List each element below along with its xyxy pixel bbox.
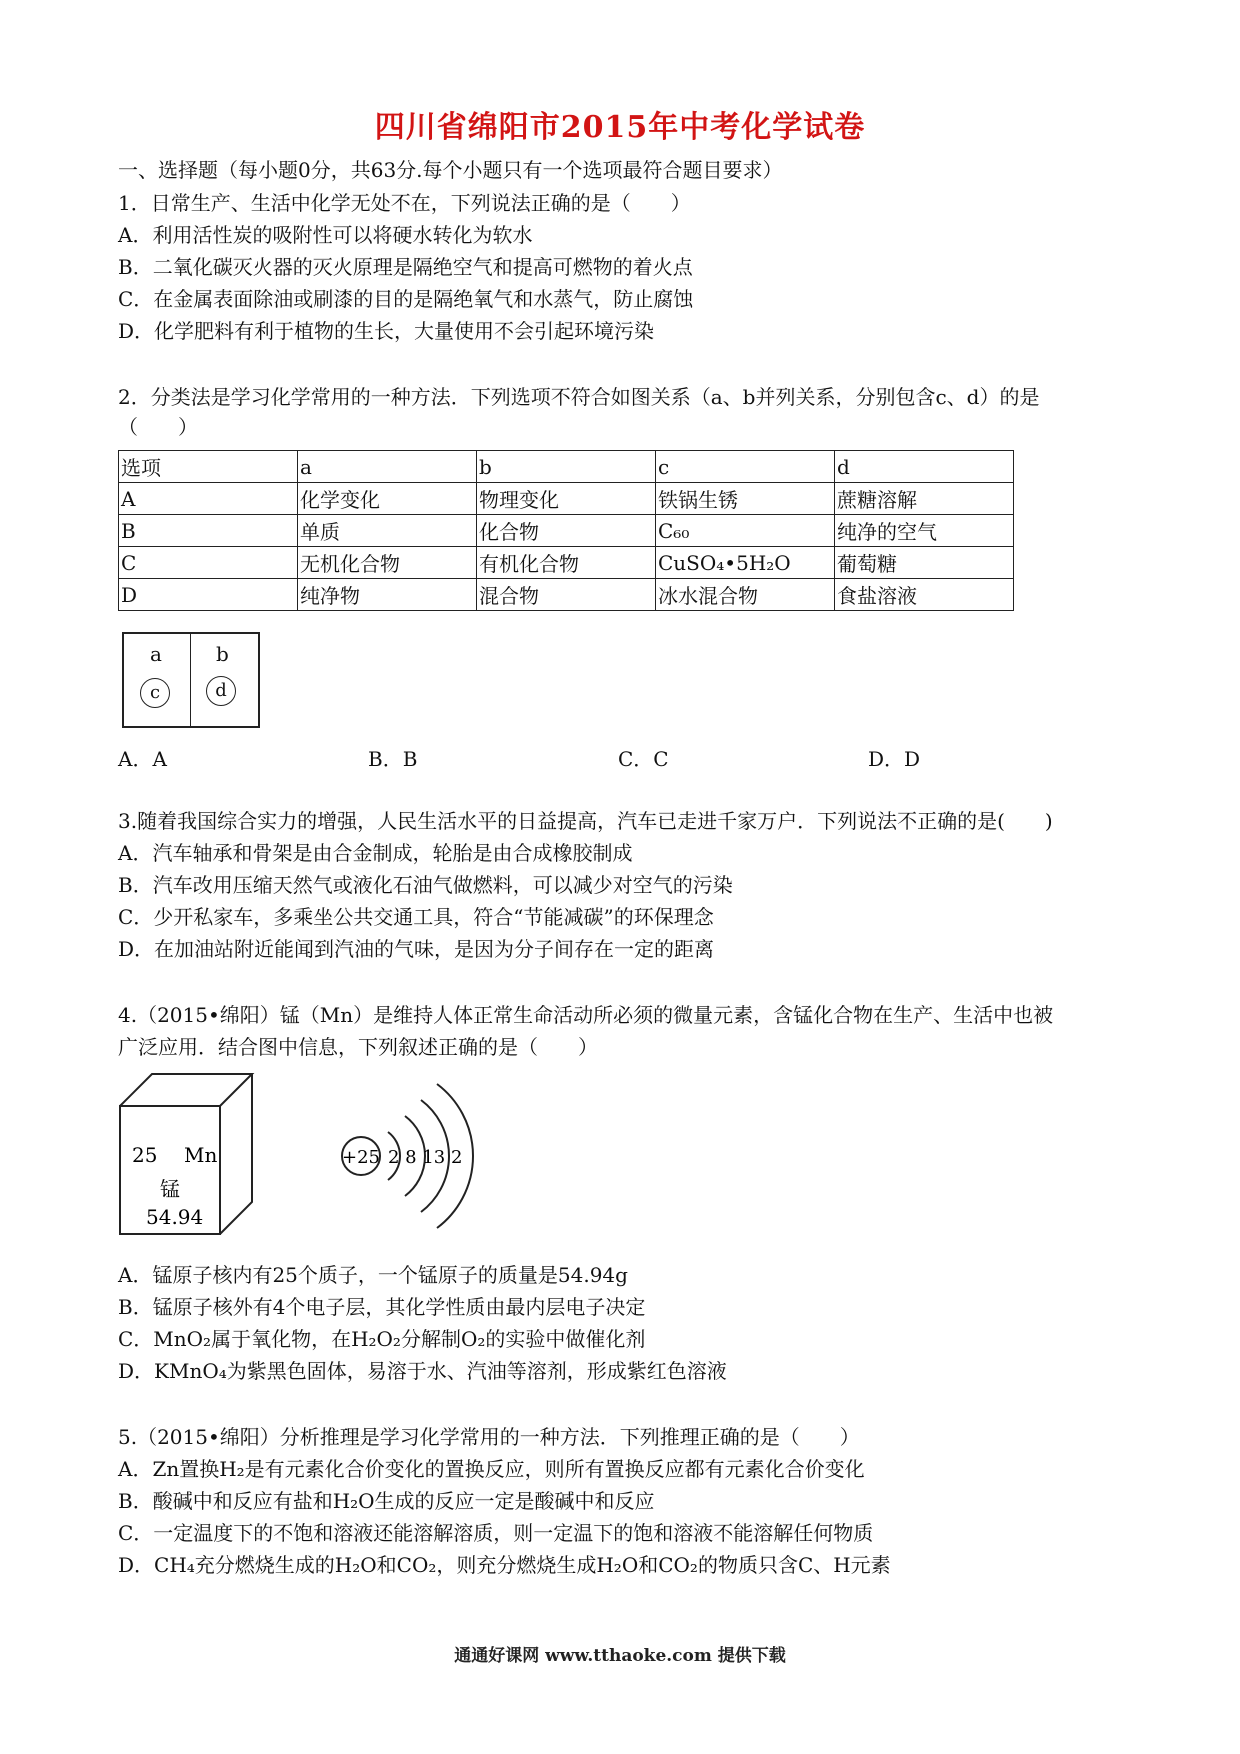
element-tile-side (220, 1074, 252, 1234)
q4-stem-line2: 广泛应用．结合图中信息，下列叙述正确的是（ ） (118, 1035, 598, 1059)
q5-option-b: B．酸碱中和反应有盐和H₂O生成的反应一定是酸碱中和反应 (118, 1489, 655, 1513)
q3-stem: 3.随着我国综合实力的增强，人民生活水平的日益提高，汽车已走进千家万户．下列说法不正确的是( ) (118, 809, 1053, 833)
q2-choice-d: D．D (868, 747, 921, 771)
q1-option-d: D．化学肥料有利于植物的生长，大量使用不会引起环境污染 (118, 319, 655, 343)
q2-choice-c: C．C (618, 747, 669, 771)
table-header-cell: b (477, 451, 656, 483)
element-tile (118, 1070, 268, 1240)
table-cell: 混合物 (477, 579, 656, 611)
diagram-circle-c: c (140, 678, 170, 708)
table-cell: 有机化合物 (477, 547, 656, 579)
q2-choice-a: A．A (118, 747, 167, 771)
table-cell: C₆₀ (656, 515, 835, 547)
element-tile-top (120, 1074, 252, 1106)
q1-option-c: C．在金属表面除油或刷漆的目的是隔绝氧气和水蒸气，防止腐蚀 (118, 287, 694, 311)
q2-stem: 2．分类法是学习化学常用的一种方法．下列选项不符合如图关系（a、b并列关系，分别包含c、d）的是 (118, 385, 1040, 409)
q2-stem-blank: （ ） (118, 415, 198, 439)
q2-options-table (118, 450, 1014, 611)
q3-option-d: D．在加油站附近能闻到汽油的气味，是因为分子间存在一定的距离 (118, 937, 715, 961)
q1-option-b: B．二氧化碳灭火器的灭火原理是隔绝空气和提高可燃物的着火点 (118, 255, 693, 279)
page-title: 四川省绵阳市2015年中考化学试卷 (374, 110, 866, 145)
q5-stem: 5.（2015•绵阳）分析推理是学习化学常用的一种方法．下列推理正确的是（ ） (118, 1425, 860, 1449)
table-cell: 冰水混合物 (656, 579, 835, 611)
q5-option-d: D．CH₄充分燃烧生成的H₂O和CO₂，则充分燃烧生成H₂O和CO₂的物质只含C、H元素 (118, 1553, 891, 1577)
element-symbol: Mn (184, 1143, 218, 1167)
electron-counts: 2 8 13 2 (388, 1147, 463, 1168)
q2-choice-b: B．B (368, 747, 418, 771)
element-name: 锰 (160, 1177, 180, 1201)
q4-stem: 4.（2015•绵阳）锰（Mn）是维持人体正常生命活动所必须的微量元素，含锰化合物在生产、生活中也被 (118, 1003, 1054, 1027)
table-header-row (119, 451, 1014, 483)
table-cell: 蔗糖溶解 (835, 483, 1014, 515)
q5-option-a: A．Zn置换H₂是有元素化合价变化的置换反应，则所有置换反应都有元素化合价变化 (118, 1457, 865, 1481)
table-cell: 纯净物 (298, 579, 477, 611)
table-header-cell: a (298, 451, 477, 483)
table-cell: C (119, 547, 298, 579)
table-row (119, 579, 1014, 611)
diagram-circle-d: d (206, 676, 236, 706)
q5-option-c: C．一定温度下的不饱和溶液还能溶解溶质，则一定温下的饱和溶液不能溶解任何物质 (118, 1521, 874, 1545)
nucleus-charge: +25 (342, 1147, 380, 1168)
diagram-divider (190, 634, 191, 726)
table-cell: 葡萄糖 (835, 547, 1014, 579)
table-row (119, 515, 1014, 547)
q4-option-c: C．MnO₂属于氧化物，在H₂O₂分解制O₂的实验中做催化剂 (118, 1327, 646, 1351)
q3-option-a: A．汽车轴承和骨架是由合金制成，轮胎是由合成橡胶制成 (118, 841, 633, 865)
table-cell: 化学变化 (298, 483, 477, 515)
q1-option-a: A．利用活性炭的吸附性可以将硬水转化为软水 (118, 223, 533, 247)
table-header-cell: c (656, 451, 835, 483)
table-cell: 纯净的空气 (835, 515, 1014, 547)
element-mass: 54.94 (146, 1205, 204, 1229)
q3-option-c: C．少开私家车，多乘坐公共交通工具，符合“节能减碳”的环保理念 (118, 905, 714, 929)
table-cell: 食盐溶液 (835, 579, 1014, 611)
q1-stem: 1．日常生产、生活中化学无处不在，下列说法正确的是（ ） (118, 191, 691, 215)
table-cell: 铁锅生锈 (656, 483, 835, 515)
table-cell: 无机化合物 (298, 547, 477, 579)
diagram-label-a: a (150, 642, 162, 666)
table-cell: A (119, 483, 298, 515)
table-row (119, 547, 1014, 579)
table-cell: D (119, 579, 298, 611)
table-cell: B (119, 515, 298, 547)
q4-option-d: D．KMnO₄为紫黑色固体，易溶于水、汽油等溶剂，形成紫红色溶液 (118, 1359, 727, 1383)
footer-source: 通通好课网 www.tthaoke.com 提供下载 (454, 1646, 786, 1666)
q4-option-a: A．锰原子核内有25个质子，一个锰原子的质量是54.94g (118, 1263, 628, 1287)
table-cell: 化合物 (477, 515, 656, 547)
table-cell: CuSO₄•5H₂O (656, 547, 835, 579)
diagram-label-b: b (216, 642, 229, 666)
table-header-cell: d (835, 451, 1014, 483)
element-number: 25 (132, 1143, 158, 1167)
table-row (119, 483, 1014, 515)
table-cell: 单质 (298, 515, 477, 547)
table-cell: 物理变化 (477, 483, 656, 515)
atom-structure-diagram (330, 1070, 480, 1240)
table-header-cell: 选项 (119, 451, 298, 483)
q3-option-b: B．汽车改用压缩天然气或液化石油气做燃料，可以减少对空气的污染 (118, 873, 733, 897)
q4-option-b: B．锰原子核外有4个电子层，其化学性质由最内层电子决定 (118, 1295, 646, 1319)
section-heading: 一、选择题（每小题0分，共63分.每个小题只有一个选项最符合题目要求） (118, 158, 783, 182)
q2-relation-diagram (122, 632, 260, 728)
